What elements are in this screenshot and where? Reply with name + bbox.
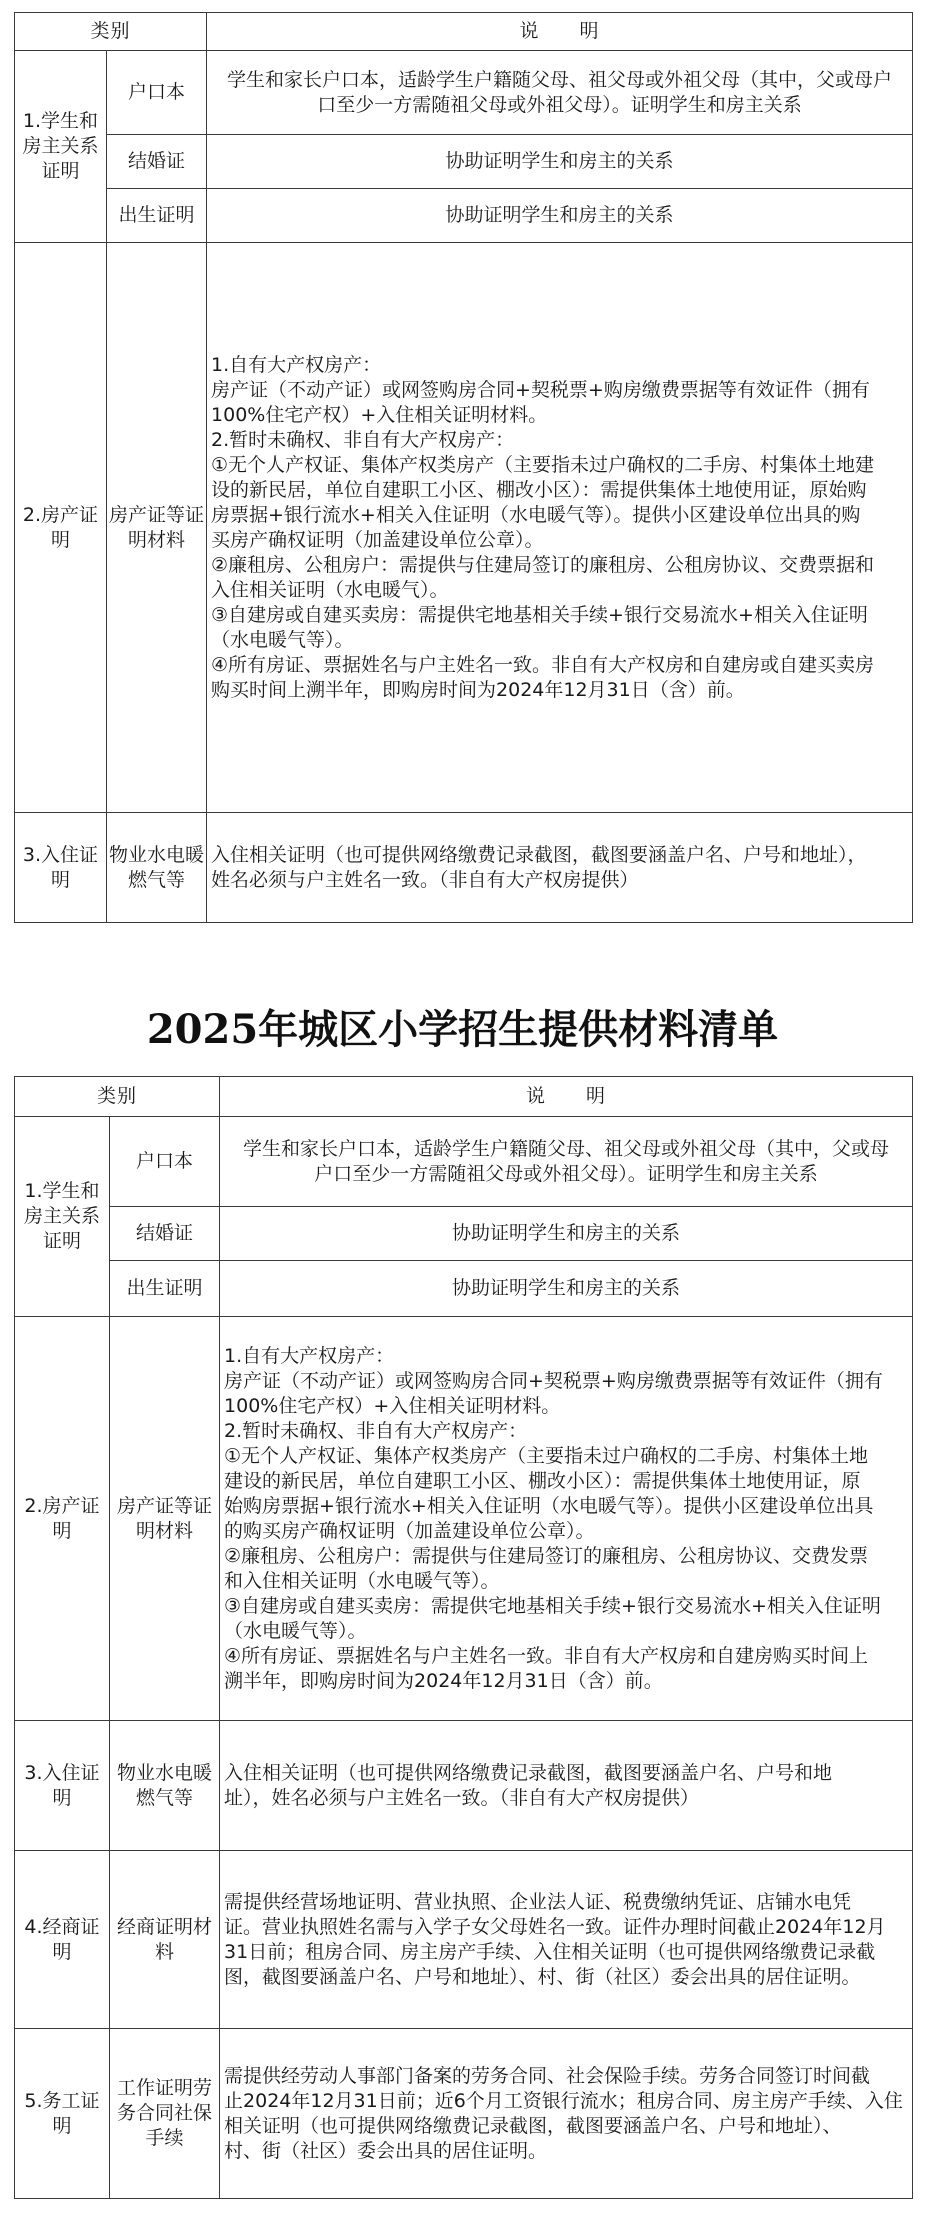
- description-cell: [220, 1721, 913, 1851]
- description-cell: [220, 1261, 913, 1317]
- table-row: [15, 2029, 913, 2199]
- description-line: 买房产确权证明（加盖建设单位公章）。: [211, 528, 544, 551]
- description-line: ④所有房证、票据姓名与户主姓名一致。非自有大产权房和自建房购买时间上: [224, 1644, 869, 1667]
- description-line: 需提供经劳动人事部门备案的劳务合同、社会保险手续。劳务合同签订时间截: [224, 2064, 871, 2087]
- table-header-row: [15, 13, 913, 51]
- description-cell: [207, 51, 913, 135]
- category-cell: 2.房产证明: [15, 243, 107, 813]
- description-cell: [207, 135, 913, 189]
- document-title: 2025年城区小学招生提供材料清单: [146, 1006, 779, 1053]
- description-line: 入住相关证明（也可提供网络缴费记录截图，截图要涵盖户名、户号和地址），: [211, 843, 867, 866]
- category-cell: 5.务工证明: [15, 2029, 110, 2199]
- description-line: 相关证明（也可提供网络缴费记录截图，截图要涵盖户名、户号和地址）、: [224, 2114, 842, 2137]
- description-line: ②廉租房、公租房户：需提供与住建局签订的廉租房、公租房协议、交费票据和: [211, 553, 875, 576]
- table-header-row: [15, 1077, 913, 1117]
- table-1: [14, 12, 913, 923]
- description-cell: [207, 189, 913, 243]
- description-line: 协助证明学生和房主的关系: [445, 150, 674, 172]
- description-line: 2.暂时未确权、非自有大产权房产：: [211, 428, 515, 451]
- description-line: 入住相关证明（也可提供网络缴费记录截图，截图要涵盖户名、户号和地: [224, 1761, 833, 1784]
- description-line: 图，截图要涵盖户名、户号和地址）、村、街（社区）委会出具的居住证明。: [224, 1965, 861, 1988]
- description-line: ③自建房或自建买卖房：需提供宅地基相关手续+银行交易流水+相关入住证明: [224, 1594, 881, 1617]
- description-line: 购买时间上溯半年，即购房时间为2024年12月31日（含）前。: [211, 678, 745, 701]
- subcategory-cell: 出生证明: [110, 1261, 220, 1317]
- description-cell: [220, 1851, 913, 2029]
- description-line: 始购房票据+银行流水+相关入住证明（水电暖气等）。提供小区建设单位出具: [224, 1494, 874, 1517]
- description-line: 止2024年12月31日前；近6个月工资银行流水；租房合同、房主房产手续、入住: [224, 2089, 903, 2112]
- description-line: 设的新民居，单位自建职工小区、棚改小区）：需提供集体土地使用证，原始购: [211, 478, 867, 501]
- category-cell: 1.学生和房主关系证明: [15, 1117, 110, 1317]
- description-line: 址），姓名必须与户主姓名一致。（非自有大产权房提供）: [224, 1786, 700, 1809]
- description-line: 证。营业执照姓名需与入学子女父母姓名一致。证件办理时间截止2024年12月: [224, 1915, 886, 1938]
- subcategory-cell: 工作证明劳务合同社保手续: [110, 2029, 220, 2199]
- description-line: 和入住相关证明（水电暖气等）。: [224, 1569, 500, 1592]
- description-line: 的购买房产确权证明（加盖建设单位公章）。: [224, 1519, 595, 1542]
- description-line: ④所有房证、票据姓名与户主姓名一致。非自有大产权房和自建房或自建买卖房: [211, 653, 875, 676]
- subcategory-cell: 房产证等证明材料: [110, 1317, 220, 1721]
- description-line: 学生和家长户口本，适龄学生户籍随父母、祖父母或外祖父母（其中，父或母户: [227, 68, 893, 91]
- subcategory-cell: 结婚证: [110, 1207, 220, 1261]
- category-cell: 1.学生和房主关系证明: [15, 51, 107, 243]
- category-cell: 3.入住证明: [15, 1721, 110, 1851]
- description-line: （水电暖气等）。: [211, 628, 354, 651]
- description-line: ①无个人产权证、集体产权类房产（主要指未过户确权的二手房、村集体土地建: [211, 453, 875, 476]
- description-line: 100%住宅产权）+入住相关证明材料。: [211, 403, 548, 426]
- table-row: [15, 1317, 913, 1721]
- subcategory-cell: 户口本: [110, 1117, 220, 1207]
- description-line: 口至少一方需随祖父母或外祖父母）。证明学生和房主关系: [317, 93, 802, 116]
- header-explanation: 说 明: [220, 1077, 913, 1117]
- description-line: 100%住宅产权）+入住相关证明材料。: [224, 1394, 561, 1417]
- header-category: 类别: [15, 13, 207, 51]
- description-line: ①无个人产权证、集体产权类房产（主要指未过户确权的二手房、村集体土地: [224, 1444, 869, 1467]
- description-line: 需提供经营场地证明、营业执照、企业法人证、税费缴纳凭证、店铺水电凭: [224, 1890, 852, 1913]
- description-line: 建设的新民居，单位自建职工小区、棚改小区）：需提供集体土地使用证，原: [224, 1469, 861, 1492]
- subcategory-cell: 物业水电暖燃气等: [107, 813, 207, 923]
- description-line: 协助证明学生和房主的关系: [452, 1277, 681, 1299]
- category-cell: 4.经商证明: [15, 1851, 110, 2029]
- table-row: [15, 135, 913, 189]
- description-line: 村、街（社区）委会出具的居住证明。: [224, 2139, 548, 2162]
- description-line: 2.暂时未确权、非自有大产权房产：: [224, 1419, 528, 1442]
- description-line: 房票据+银行流水+相关入住证明（水电暖气等）。提供小区建设单位出具的购: [211, 503, 861, 526]
- description-line: 房产证（不动产证）或网签购房合同+契税票+购房缴费票据等有效证件（拥有: [224, 1369, 883, 1392]
- description-line: 1.自有大产权房产：: [224, 1344, 395, 1367]
- table-row: [15, 51, 913, 135]
- category-cell: 3.入住证明: [15, 813, 107, 923]
- subcategory-cell: 户口本: [107, 51, 207, 135]
- description-cell: [207, 243, 913, 813]
- subcategory-cell: 物业水电暖燃气等: [110, 1721, 220, 1851]
- description-cell: [207, 813, 913, 923]
- description-line: 房产证（不动产证）或网签购房合同+契税票+购房缴费票据等有效证件（拥有: [211, 378, 870, 401]
- table-row: [15, 1851, 913, 2029]
- category-cell: 2.房产证明: [15, 1317, 110, 1721]
- description-cell: [220, 2029, 913, 2199]
- header-explanation: 说 明: [207, 13, 913, 51]
- description-line: ③自建房或自建买卖房：需提供宅地基相关手续+银行交易流水+相关入住证明: [211, 603, 868, 626]
- description-line: 户口至少一方需随祖父母或外祖父母）。证明学生和房主关系: [314, 1162, 818, 1185]
- table-row: [15, 1117, 913, 1207]
- description-cell: [220, 1317, 913, 1721]
- table-2: [14, 1076, 913, 2199]
- subcategory-cell: 经商证明材料: [110, 1851, 220, 2029]
- description-line: 学生和家长户口本，适龄学生户籍随父母、祖父母或外祖父母（其中，父或母: [243, 1137, 890, 1160]
- description-line: 协助证明学生和房主的关系: [452, 1222, 681, 1244]
- table-row: [15, 1261, 913, 1317]
- table-row: [15, 1721, 913, 1851]
- subcategory-cell: 出生证明: [107, 189, 207, 243]
- description-line: 溯半年，即购房时间为2024年12月31日（含）前。: [224, 1669, 663, 1692]
- description-line: ②廉租房、公租房户：需提供与住建局签订的廉租房、公租房协议、交费发票: [224, 1544, 869, 1567]
- table-row: [15, 813, 913, 923]
- description-line: （水电暖气等）。: [224, 1619, 367, 1642]
- description-line: 姓名必须与户主姓名一致。（非自有大产权房提供）: [211, 868, 639, 891]
- description-line: 入住相关证明（水电暖气）。: [211, 578, 449, 601]
- subcategory-cell: 房产证等证明材料: [107, 243, 207, 813]
- description-line: 31日前；租房合同、房主房产手续、入住相关证明（也可提供网络缴费记录截: [224, 1940, 876, 1963]
- table-row: [15, 189, 913, 243]
- description-cell: [220, 1207, 913, 1261]
- table-row: [15, 243, 913, 813]
- subcategory-cell: 结婚证: [107, 135, 207, 189]
- description-line: 协助证明学生和房主的关系: [445, 204, 674, 226]
- table-row: [15, 1207, 913, 1261]
- header-category: 类别: [15, 1077, 220, 1117]
- description-cell: [220, 1117, 913, 1207]
- description-line: 1.自有大产权房产：: [211, 353, 382, 376]
